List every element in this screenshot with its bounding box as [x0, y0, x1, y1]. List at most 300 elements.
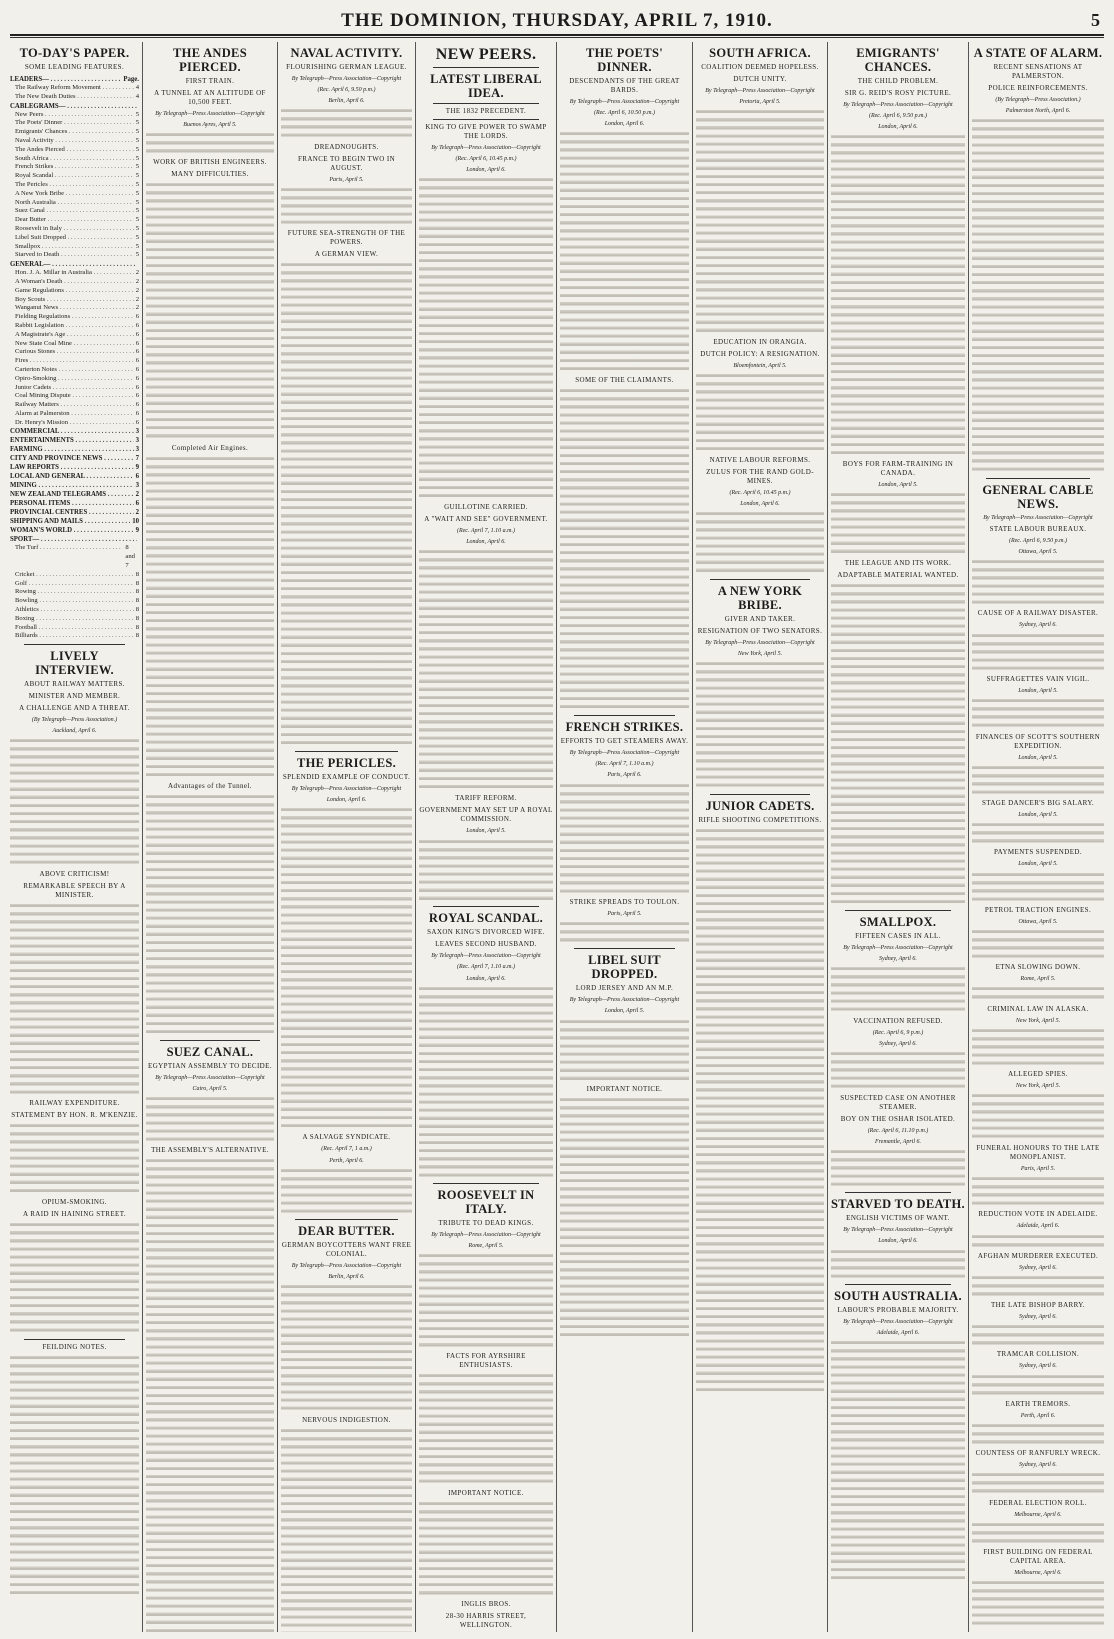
dateline: Paris, April 5. [329, 176, 364, 183]
headline: EMIGRANTS' CHANCES. [856, 46, 940, 74]
article-body [972, 633, 1104, 674]
contents-entry [10, 278, 139, 287]
section-rule [986, 478, 1090, 479]
article-body [281, 108, 412, 140]
contents-entry [10, 260, 139, 269]
contents-page: 3 [135, 428, 139, 436]
contents-entry [10, 580, 139, 589]
dateline: By Telegraph—Press Association—Copyright [431, 145, 541, 151]
contents-label: Smallpox . . . [15, 243, 134, 252]
contents-page: 8 [135, 632, 139, 640]
subheading: RAILWAY EXPENDITURE. [29, 1099, 120, 1108]
contents-page: 6 [135, 418, 139, 426]
subheading: SPLENDID EXAMPLE OF CONDUCT. [282, 773, 411, 782]
contents-page: 7 [135, 455, 139, 463]
contents-entry [10, 207, 139, 216]
subheading: STATE LABOUR BUREAUX. [989, 524, 1087, 533]
column-5 [560, 42, 689, 1632]
dateline: Paris, April 6. [607, 772, 642, 779]
dateline: Ottawa, April 5. [1018, 918, 1058, 925]
contents-entry [10, 419, 139, 428]
subheading: Completed Air Engines. [171, 443, 249, 452]
subheading: SUSPECTED CASE ON ANOTHER STEAMER. [840, 1093, 956, 1111]
subheading: THE LEAGUE AND ITS WORK. [844, 559, 952, 568]
dateline: By Telegraph—Press Association—Copyright [983, 514, 1093, 521]
dateline: London, April 5. [1018, 861, 1058, 868]
article-body [972, 1275, 1104, 1299]
subheading: EARTH TREMORS. [1005, 1399, 1071, 1408]
contents-page: 5 [135, 172, 139, 180]
contents-page: 5 [135, 163, 139, 171]
contents-entry [10, 340, 139, 349]
dateline: (Rec. April 6, 9.50 p.m.) [868, 113, 928, 120]
subheading: THE ASSEMBLY'S ALTERNATIVE. [151, 1146, 269, 1155]
dateline: (Rec. April 7, 1.10 a.m.) [456, 528, 516, 535]
dateline: London, April 6. [878, 1238, 918, 1245]
contents-label: Dr. Henry's Mission . . . [15, 419, 134, 428]
article-body [10, 1222, 139, 1335]
dateline: Fremantle, April 6. [875, 1138, 921, 1145]
contents-page: 10 [132, 518, 139, 526]
column-2 [146, 42, 274, 1632]
contents-entry [10, 588, 139, 597]
contents-entry [10, 526, 139, 535]
contents-page: 9 [135, 527, 139, 535]
article-body [972, 698, 1104, 730]
dateline: Sydney, April 6. [1019, 1462, 1057, 1469]
contents-label: Curious Stones . . . [15, 348, 134, 357]
dateline: London, April 5. [878, 482, 918, 489]
dateline: By Telegraph—Press Association—Copyright [569, 99, 680, 105]
contents-page: 6 [135, 473, 139, 481]
contents-page: 8 [135, 623, 139, 631]
contents-label: A Magistrate's Age . . . [15, 331, 134, 340]
contents-entry [10, 199, 139, 208]
subheading: FIFTEEN CASES IN ALL. [855, 932, 941, 941]
contents-label: Junior Cadets . . . [15, 384, 134, 393]
article-body [146, 456, 274, 780]
article-body [281, 187, 412, 228]
contents-label: PERSONAL ITEMS . . . [10, 499, 134, 508]
dateline: Paris, April 5. [607, 910, 642, 917]
dateline: (By Telegraph—Press Association.) [31, 717, 118, 724]
subheading: FIRST TRAIN. [185, 77, 235, 85]
article-body [831, 134, 965, 458]
article-body [419, 839, 553, 904]
contents-page: 3 [135, 437, 139, 445]
contents-entry [10, 445, 139, 454]
dateline: By Telegraph—Press Association—Copyright [431, 1232, 541, 1239]
contents-entry [10, 632, 139, 641]
contents-entry [10, 190, 139, 199]
contents-entry [10, 234, 139, 243]
contents-page: 5 [135, 110, 139, 118]
headline: LIBEL SUIT DROPPED. [588, 953, 661, 982]
subheading: INGLIS BROS. [461, 1599, 511, 1608]
contents-label: Naval Activity . . . [15, 137, 134, 146]
contents-entry [10, 128, 139, 137]
contents-entry [10, 606, 139, 615]
contents-entry [10, 93, 139, 102]
dateline: Ottawa, April 5. [1018, 548, 1058, 555]
contents-label: Carterton Notes . . . [15, 366, 134, 375]
subheading: SUFFRAGETTES VAIN VIGIL. [986, 675, 1090, 684]
dateline: By Telegraph—Press Association—Copyright [569, 997, 680, 1004]
subheading: CAUSE OF A RAILWAY DISASTER. [977, 609, 1099, 618]
contents-label: Roosevelt in Italy . . . [15, 225, 134, 234]
subheading: GIVER AND TAKER. [724, 615, 796, 624]
contents-label: North Australia . . . [15, 199, 134, 208]
contents-page: 6 [135, 321, 139, 329]
dateline: Adelaide, April 6. [876, 1330, 920, 1336]
subheading: POLICE REINFORCEMENTS. [988, 84, 1088, 92]
contents-entry [10, 111, 139, 120]
article-body [10, 1123, 139, 1196]
article-body [972, 1093, 1104, 1142]
contents-page: 9 [135, 464, 139, 472]
dateline: By Telegraph—Press Association—Copyright [291, 76, 402, 82]
masthead-rule [10, 37, 1104, 38]
subheading: EFFORTS TO GET STEAMERS AWAY. [560, 737, 689, 746]
contents-label: MINING . . . [10, 481, 134, 490]
article-body [972, 929, 1104, 961]
subheading: IMPORTANT NOTICE. [448, 1488, 524, 1497]
headline: JUNIOR CADETS. [705, 798, 815, 813]
contents-entry [10, 410, 139, 419]
dateline: By Telegraph—Press Association—Copyright [843, 1227, 953, 1234]
dateline: London, April 5. [604, 1008, 645, 1015]
headline: TO-DAY'S PAPER. [19, 46, 130, 60]
contents-label: WOMAN'S WORLD . . . [10, 526, 134, 535]
contents-label: LOCAL AND GENERAL . . . [10, 472, 134, 481]
article-body [972, 1374, 1104, 1398]
section-rule [433, 119, 539, 120]
contents-page: 6 [135, 330, 139, 338]
contents-label: CABLEGRAMS— . . . [10, 102, 137, 111]
contents-page: 5 [135, 251, 139, 259]
subheading: IMPORTANT NOTICE. [586, 1085, 663, 1094]
column-6 [696, 42, 824, 1632]
subheading: ADAPTABLE MATERIAL WANTED. [837, 571, 959, 580]
headline: ROYAL SCANDAL. [428, 911, 544, 926]
subheading: RESIGNATION OF TWO SENATORS. [697, 627, 823, 636]
section-rule [574, 715, 675, 716]
contents-label: A New York Bribe . . . [15, 190, 134, 199]
headline: NEW PEERS. [435, 46, 537, 63]
contents-page [137, 102, 139, 111]
contents-label: New Peers . . . [15, 111, 134, 120]
contents-entry [10, 544, 139, 570]
dateline: Bloemfontein, April 5. [733, 362, 787, 369]
subheading: EGYPTIAN ASSEMBLY TO DECIDE. [148, 1061, 272, 1070]
column-1 [10, 42, 139, 1632]
headline: STARVED TO DEATH. [831, 1197, 965, 1212]
contents-label: French Strikes . . . [15, 163, 134, 172]
contents-page: 6 [135, 357, 139, 365]
subheading: FEDERAL ELECTION ROLL. [989, 1498, 1087, 1507]
dateline: London, April 6. [466, 539, 506, 546]
contents-label: South Africa . . . [15, 155, 134, 164]
contents-page: 3 [135, 446, 139, 454]
contents-entry [10, 375, 139, 384]
contents-entry [10, 146, 139, 155]
article-body [10, 738, 139, 868]
dateline: London, April 5. [1018, 812, 1058, 819]
dateline: London, April 6. [326, 797, 367, 804]
contents-label: LAW REPORTS . . . [10, 463, 134, 472]
contents-page: 5 [135, 216, 139, 224]
contents-label: The Poets' Dinner . . . [15, 119, 134, 128]
dateline: Melbourne, April 6. [1014, 1570, 1062, 1577]
subheading: ABOUT RAILWAY MATTERS. [24, 680, 125, 689]
headline: SOUTH AUSTRALIA. [834, 1288, 962, 1303]
article-body [831, 1051, 965, 1092]
subheading: TARIFF REFORM. [455, 794, 517, 803]
contents-entry [10, 427, 139, 436]
contents-entry [10, 535, 139, 544]
contents-entry [10, 454, 139, 463]
headline: A NEW YORK BRIBE. [717, 584, 803, 613]
contents-page: 6 [135, 365, 139, 373]
subheading: VACCINATION REFUSED. [853, 1016, 943, 1025]
subheading: FIRST BUILDING ON FEDERAL CAPITAL AREA. [983, 1548, 1093, 1566]
article-body [696, 828, 824, 1395]
contents-page: 5 [135, 224, 139, 232]
contents-page: 5 [135, 207, 139, 215]
article-body [972, 822, 1104, 846]
subheading: FUNERAL HONOURS TO THE LATE MONOPLANIST. [976, 1143, 1100, 1161]
headline: FRENCH STRIKES. [565, 720, 684, 735]
contents-label: Rabbit Legislation . . . [15, 322, 134, 331]
contents-page: 6 [135, 348, 139, 356]
contents-page: 8 [135, 597, 139, 605]
subheading: EDUCATION IN ORANGIA. [713, 337, 807, 346]
dateline: (Rec. April 6, 9.50 p.m.) [317, 87, 376, 94]
section-rule [433, 103, 539, 104]
contents-entry [10, 481, 139, 490]
contents-label: FARMING . . . [10, 445, 134, 454]
column-divider [692, 42, 693, 1632]
contents-list [10, 75, 139, 641]
contents-label: GENERAL— . . . [10, 260, 137, 269]
headline: DEAR BUTTER. [298, 1224, 395, 1239]
contents-page: 6 [135, 392, 139, 400]
contents-label: COMMERCIAL . . . [10, 427, 134, 436]
dateline: London, April 6. [604, 121, 645, 128]
dateline: Berlin, April 6. [328, 1274, 365, 1281]
article-body [10, 903, 139, 1097]
contents-page: 6 [135, 374, 139, 382]
dateline: By Telegraph—Press Association—Copyright [705, 640, 815, 647]
contents-label: The New Death Duties . . . [15, 93, 134, 102]
article-body [972, 1028, 1104, 1069]
section-rule [433, 67, 539, 68]
contents-entry [10, 392, 139, 401]
headline: THE ANDES PIERCED. [173, 46, 247, 74]
subheading: BOY ON THE OSHAR ISOLATED. [840, 1114, 956, 1123]
section-rule [845, 1284, 951, 1285]
subheading: A SALVAGE SYNDICATE. [302, 1133, 391, 1142]
dateline: Pretoria, April 5. [739, 99, 781, 106]
contents-page: 6 [135, 313, 139, 321]
article-body [972, 765, 1104, 797]
dateline: By Telegraph—Press Association—Copyright [291, 1263, 402, 1270]
dateline: By Telegraph—Press Association—Copyright [155, 1074, 265, 1081]
dateline: London, April 5. [466, 828, 506, 835]
dateline: London, April 6. [740, 501, 780, 508]
contents-label: Opiro-Smoking . . . [15, 375, 134, 384]
column-divider [277, 42, 278, 1632]
contents-page [137, 535, 139, 544]
contents-page: 6 [135, 383, 139, 391]
dateline: (Rec. April 6, 11.10 p.m.) [867, 1127, 929, 1134]
contents-label: NEW ZEALAND TELEGRAMS . . . [10, 490, 134, 499]
subheading: ALLEGED SPIES. [1008, 1070, 1068, 1079]
contents-entry [10, 499, 139, 508]
subheading: SAXON KING'S DIVORCED WIFE. [427, 928, 545, 937]
contents-page: 5 [135, 136, 139, 144]
article-body [281, 1168, 412, 1217]
article-body [972, 1234, 1104, 1250]
contents-entry [10, 84, 139, 93]
contents-entry [10, 624, 139, 633]
dateline: Cairo, April 5. [192, 1085, 228, 1092]
subheading: ETNA SLOWING DOWN. [995, 963, 1081, 972]
contents-page: 8 [135, 614, 139, 622]
dateline: London, April 6. [878, 124, 918, 131]
contents-entry [10, 615, 139, 624]
page-number: 5 [1091, 10, 1100, 30]
subheading: FRANCE TO BEGIN TWO IN AUGUST. [297, 154, 396, 172]
contents-label: Dear Butter . . . [15, 216, 134, 225]
dateline: New York, April 5. [1015, 1083, 1061, 1090]
contents-label: Wanganui News . . . [15, 304, 134, 313]
dateline: Adelaide, April 6. [1016, 1223, 1060, 1230]
contents-page: 5 [135, 233, 139, 241]
headline: THE PERICLES. [296, 756, 397, 771]
contents-page: 5 [135, 154, 139, 162]
dateline: (Rec. April 7, 1.10 a.m.) [456, 964, 516, 971]
dateline: Sydney, April 6. [1019, 1363, 1057, 1370]
dateline: London, April 5. [1018, 754, 1058, 761]
contents-label: A Woman's Death . . . [15, 278, 134, 287]
article-body [281, 1284, 412, 1414]
contents-page: 5 [135, 242, 139, 250]
dateline: London, April 6. [466, 167, 506, 174]
headline: NAVAL ACTIVITY. [290, 46, 403, 60]
subheading: STATEMENT BY HON. R. M'KENZIE. [11, 1111, 138, 1120]
contents-page: 5 [135, 189, 139, 197]
contents-entry [10, 216, 139, 225]
subheading: OPIUM-SMOKING. [42, 1198, 107, 1207]
subheading: THE 1832 PRECEDENT. [445, 107, 527, 115]
contents-entry [10, 155, 139, 164]
column-divider [415, 42, 416, 1632]
article-body [696, 373, 824, 454]
article-body [696, 109, 824, 336]
contents-label: Suez Canal . . . [15, 207, 134, 216]
contents-page: 8 [135, 570, 139, 578]
subheading: THE CHILD PROBLEM. [857, 77, 939, 85]
contents-label: Libel Suit Dropped . . . [15, 234, 134, 243]
contents-entry [10, 75, 139, 84]
section-rule [845, 910, 951, 911]
contents-page: 6 [135, 401, 139, 409]
dateline: Sydney, April 6. [1019, 1264, 1057, 1271]
article-body [419, 549, 553, 792]
article-body [281, 262, 412, 748]
subheading: SOME OF THE CLAIMANTS. [575, 376, 674, 385]
contents-page: 8 [135, 579, 139, 587]
article-body [146, 132, 274, 156]
contents-page: 3 [135, 482, 139, 490]
contents-entry [10, 251, 139, 260]
subheading: TRAMCAR COLLISION. [996, 1350, 1080, 1359]
contents-label: Football . . . [15, 624, 134, 633]
subheading: COALITION DEEMED HOPELESS. [701, 63, 819, 71]
contents-entry [10, 490, 139, 499]
contents-entry [10, 322, 139, 331]
section-rule [433, 906, 539, 907]
contents-label: Hon. J. A. Millar in Australia . . . [15, 269, 134, 278]
subheading: MINISTER AND MEMBER. [28, 692, 121, 701]
contents-label: New State Coal Mine . . . [15, 340, 134, 349]
column-4 [419, 42, 553, 1632]
contents-entry [10, 181, 139, 190]
subheading: FUTURE SEA-STRENGTH OF THE POWERS. [287, 229, 406, 247]
article-body [146, 1158, 274, 1632]
column-divider [827, 42, 828, 1632]
contents-entry [10, 508, 139, 517]
contents-page: 5 [135, 180, 139, 188]
contents-label: The Railway Reform Movement . . . [15, 84, 134, 93]
section-rule [160, 1040, 260, 1041]
article-body [972, 1522, 1104, 1546]
dateline: By Telegraph—Press Association—Copyright [843, 945, 953, 952]
dateline: (Rec. April 6, 10.50 p.m.) [593, 110, 656, 117]
dateline: By Telegraph—Press Association—Copyright [843, 1318, 953, 1325]
contents-label: ENTERTAINMENTS . . . [10, 436, 134, 445]
article-body [972, 1472, 1104, 1496]
contents-page: 8 [135, 606, 139, 614]
section-rule [574, 948, 675, 949]
contents-label: The Turf . . . [15, 544, 123, 570]
article-body [972, 1580, 1104, 1629]
article-body [146, 1096, 274, 1145]
dateline: By Telegraph—Press Association—Copyright [705, 88, 815, 94]
contents-entry [10, 331, 139, 340]
contents-entry [10, 357, 139, 366]
dateline: Palmerston North, April 6. [1005, 108, 1071, 115]
dateline: Rome, April 5. [1020, 976, 1056, 983]
subheading: TRIBUTE TO DEAD KINGS. [438, 1219, 534, 1228]
article-body [972, 872, 1104, 904]
contents-label: PROVINCIAL CENTRES . . . [10, 508, 134, 517]
contents-label: Bowling . . . [15, 597, 134, 606]
dateline: New York, April 5. [737, 651, 783, 658]
article-body [419, 1373, 553, 1486]
article-body [419, 1253, 553, 1350]
contents-label: Emigrants' Chances . . . [15, 128, 134, 137]
subheading: THE LATE BISHOP BARRY. [991, 1301, 1085, 1310]
dateline: New York, April 5. [1015, 1017, 1061, 1024]
article-body [560, 131, 689, 374]
article-body [419, 1501, 553, 1598]
subheading: MANY DIFFICULTIES. [171, 170, 249, 179]
contents-label: SHIPPING AND MAILS . . . [10, 517, 130, 526]
column-8 [972, 42, 1104, 1632]
subheading: STRIKE SPREADS TO TOULON. [569, 897, 680, 906]
